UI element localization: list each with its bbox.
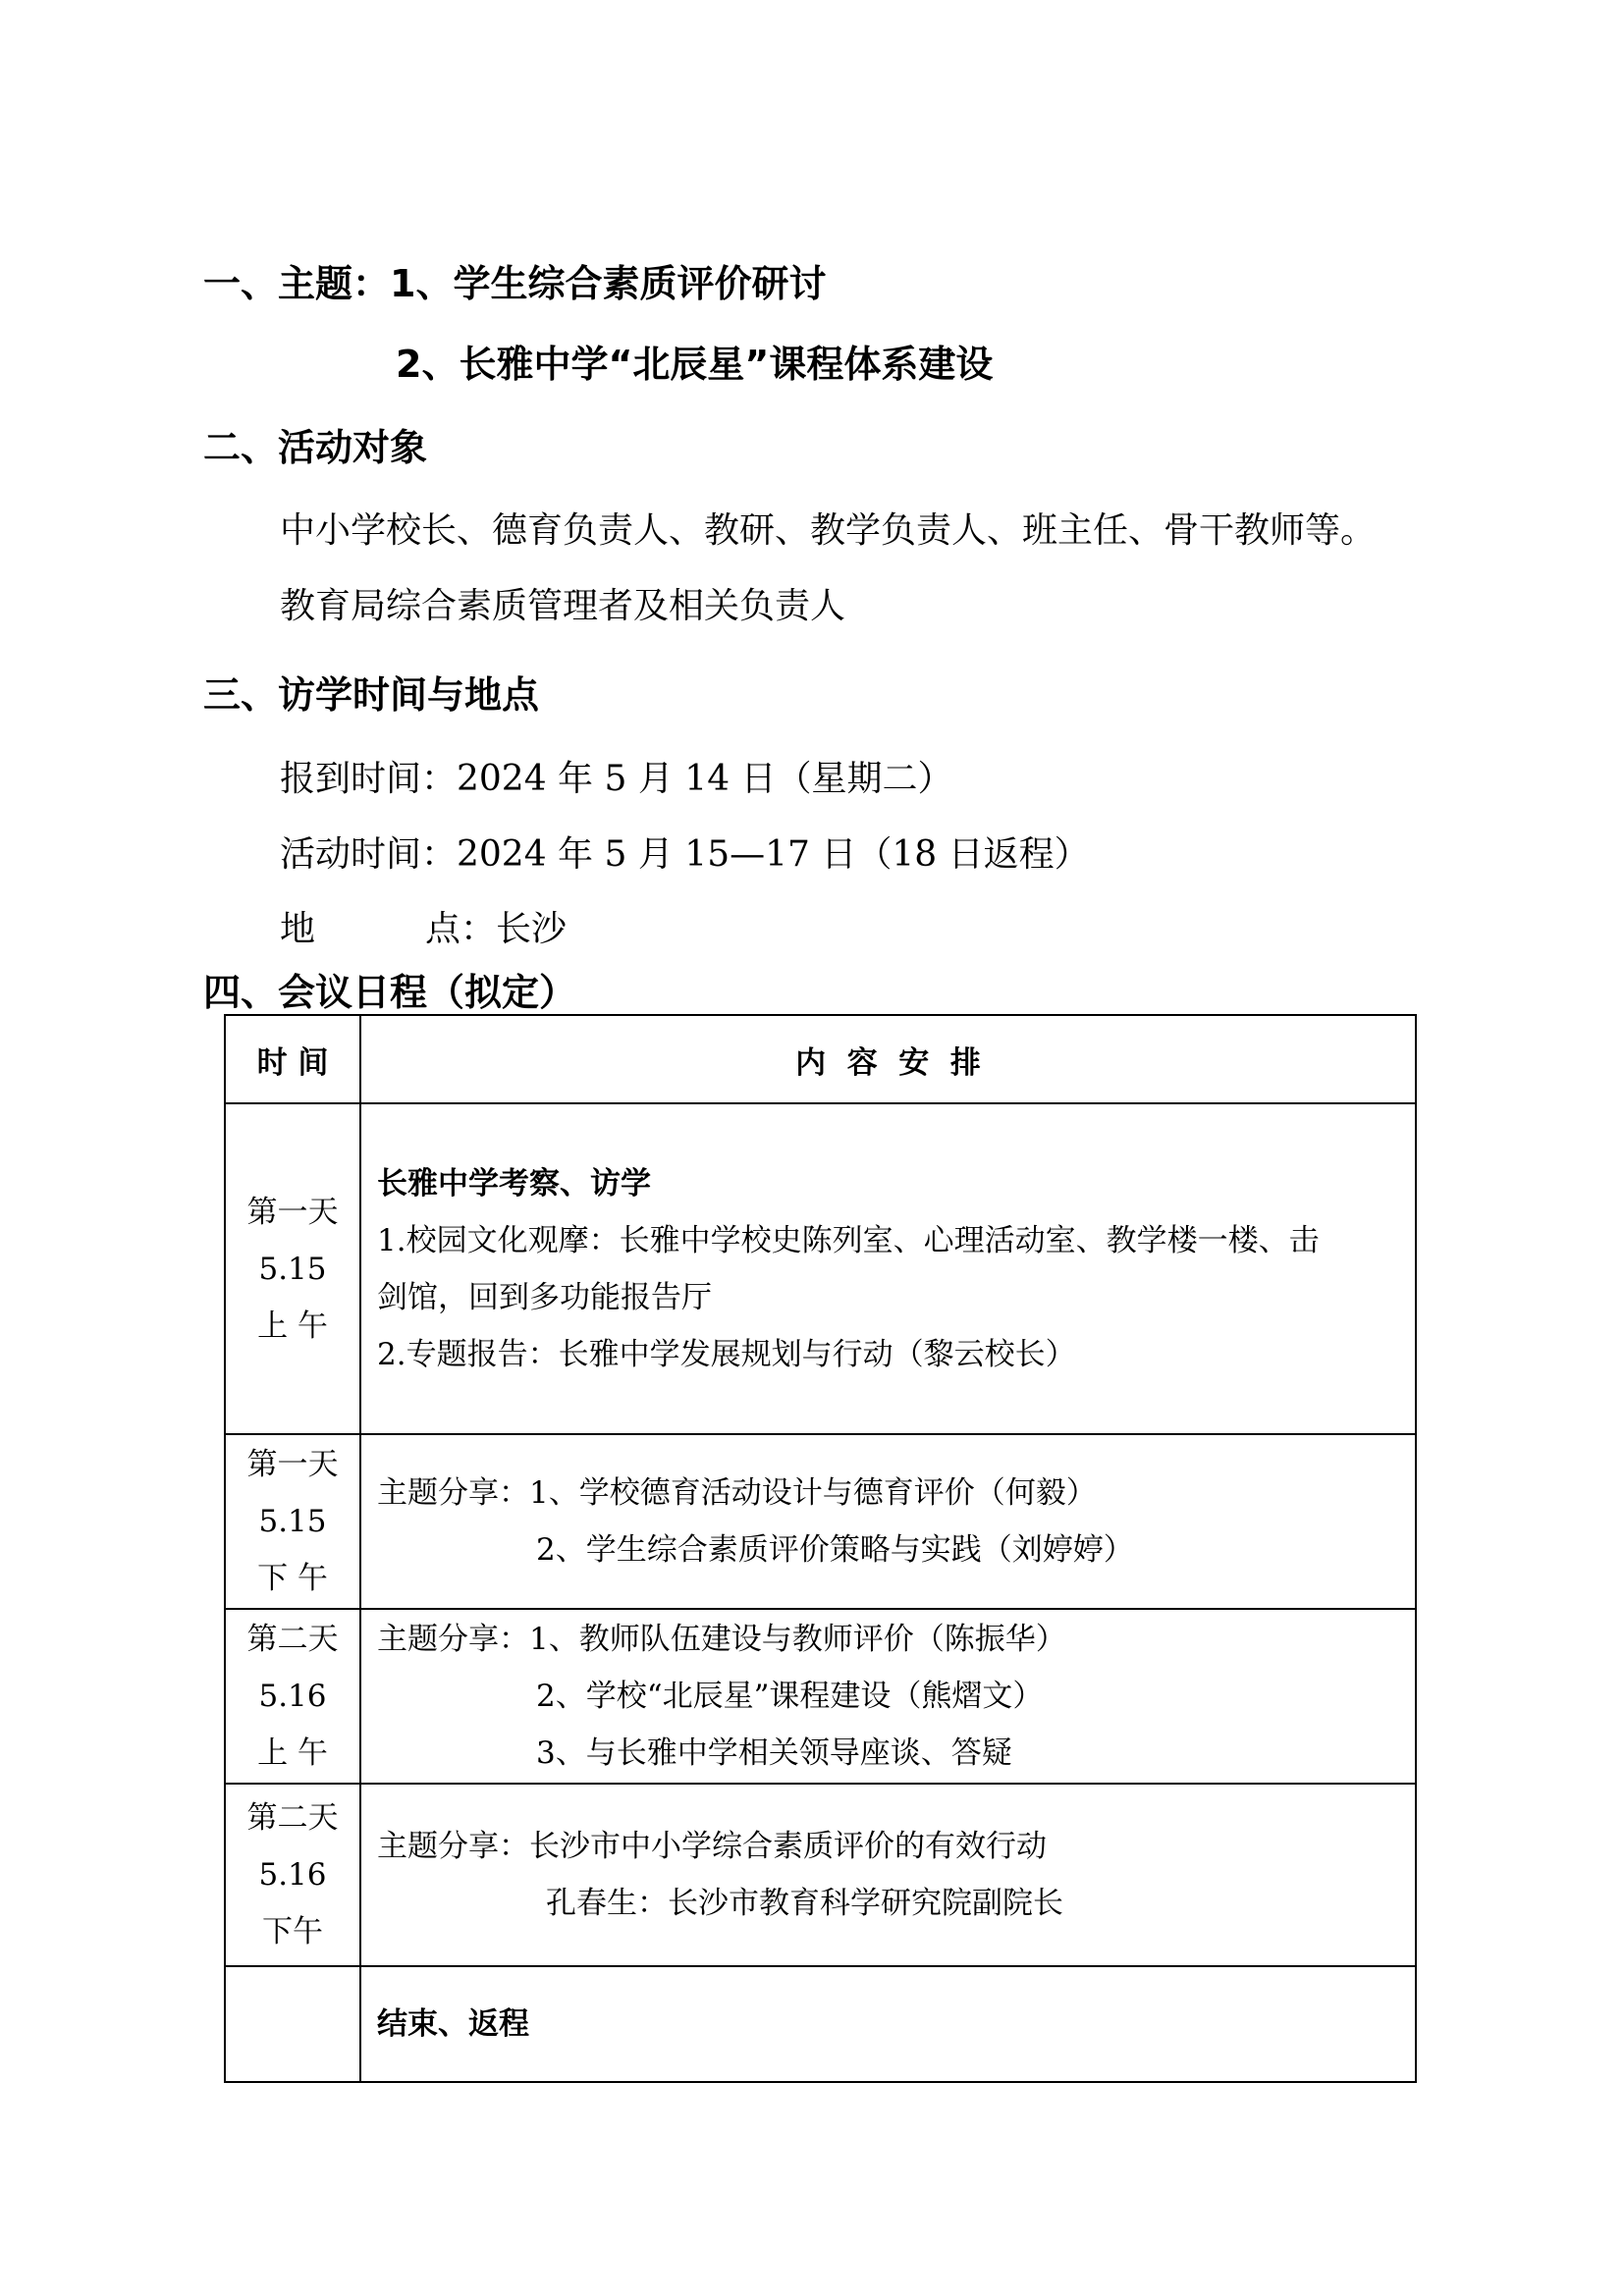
content-line: 长雅中学考察、访学 (377, 1165, 651, 1201)
content-line: 2、学校“北辰星”课程建设（熊熠文） (536, 1679, 1044, 1714)
date-label: 5.15 (258, 1504, 327, 1539)
content-line: 1.校园文化观摩：长雅中学校史陈列室、心理活动室、教学楼一楼、击 (377, 1222, 1320, 1258)
audience-line-1: 中小学校长、德育负责人、教研、教学负责人、班主任、骨干教师等。 (280, 510, 1377, 551)
audience-line-2: 教育局综合素质管理者及相关负责人 (280, 586, 846, 626)
content-line: 3、与长雅中学相关领导座谈、答疑 (536, 1735, 1012, 1771)
table-row (225, 1966, 1416, 2082)
content-line: 结束、返程 (377, 2006, 529, 2042)
content-line: 剑馆，回到多功能报告厅 (377, 1279, 712, 1315)
content-line: 主题分享：长沙市中小学综合素质评价的有效行动 (377, 1829, 1047, 1864)
register-time: 报到时间：2024 年 5 月 14 日（星期二） (280, 759, 953, 799)
period-label: 上 午 (257, 1735, 328, 1771)
table-row (225, 1609, 1416, 1784)
heading-theme-item-2: 2、长雅中学“北辰星”课程体系建设 (396, 343, 994, 386)
content-cell (360, 1784, 1416, 1966)
content-line: 2、学生综合素质评价策略与实践（刘婷婷） (536, 1532, 1134, 1568)
heading-audience: 二、活动对象 (203, 426, 428, 469)
time-cell (225, 1609, 360, 1784)
place-line (280, 901, 567, 951)
date-label: 5.15 (258, 1251, 327, 1287)
period-label: 下 午 (257, 1561, 328, 1596)
content-line: 主题分享：1、学校德育活动设计与德育评价（何毅） (377, 1475, 1097, 1511)
heading-schedule: 四、会议日程（拟定） (203, 971, 577, 1014)
day-label: 第一天 (246, 1447, 339, 1482)
time-cell (225, 1784, 360, 1966)
date-label: 5.16 (258, 1679, 327, 1714)
table-row (225, 1103, 1416, 1434)
place-label-rest: 点：长沙 (425, 909, 568, 949)
heading-time-place: 三、访学时间与地点 (203, 673, 540, 717)
table-header-row (225, 1015, 1416, 1103)
content-line: 主题分享：1、教师队伍建设与教师评价（陈振华） (377, 1622, 1066, 1657)
day-label: 第一天 (246, 1194, 339, 1230)
day-label: 第二天 (246, 1800, 339, 1836)
heading-theme: 一、主题：1、学生综合素质评价研讨 (203, 262, 827, 305)
content-line: 孔春生：长沙市教育科学研究院副院长 (546, 1886, 1063, 1921)
content-cell (360, 1966, 1416, 2082)
time-cell (225, 1434, 360, 1609)
table-row (225, 1434, 1416, 1609)
time-cell (225, 1103, 360, 1434)
day-label: 第二天 (246, 1622, 339, 1657)
content-cell (360, 1434, 1416, 1609)
content-line: 2.专题报告：长雅中学发展规划与行动（黎云校长） (377, 1336, 1076, 1372)
period-label: 下午 (262, 1914, 323, 1949)
schedule-table (224, 1014, 1417, 2083)
period-label: 上 午 (257, 1308, 328, 1344)
content-cell (360, 1609, 1416, 1784)
activity-time: 活动时间：2024 年 5 月 15—17 日（18 日返程） (280, 834, 1090, 875)
time-cell (225, 1966, 360, 2082)
header-time: 时 间 (225, 1015, 360, 1103)
place-label-first: 地 (280, 909, 316, 949)
table-row (225, 1784, 1416, 1966)
content-cell (360, 1103, 1416, 1434)
date-label: 5.16 (258, 1857, 327, 1893)
header-content: 内 容 安 排 (360, 1015, 1416, 1103)
